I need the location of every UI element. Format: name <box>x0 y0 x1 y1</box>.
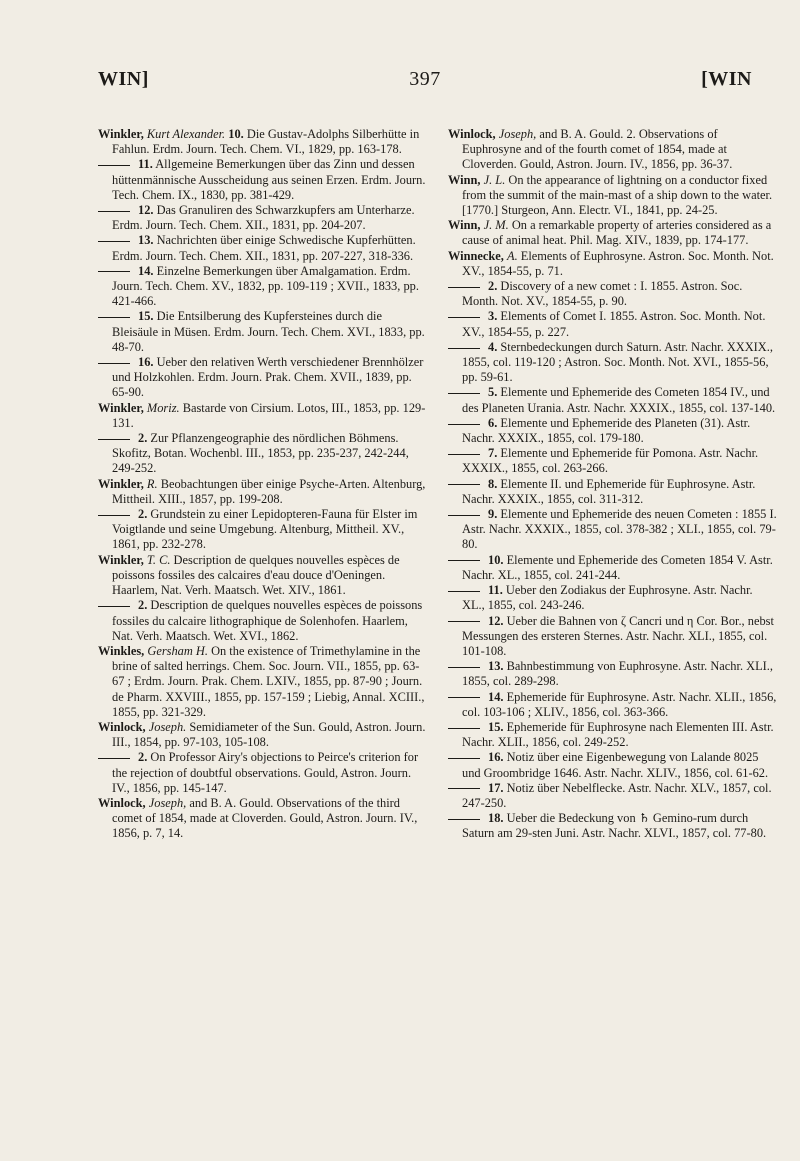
author-surname: Winkler, <box>98 476 144 491</box>
author-given: Moriz. <box>146 400 180 415</box>
ditto-dash <box>448 697 480 698</box>
author-surname: Winkler, <box>98 552 144 567</box>
entry-text: Zur Pflanzengeographie des nördlichen Böhmens. Skofitz, Botan. Wochenbl. III., 1853, pp. 235-237, 242-244, 249-252. <box>112 431 409 476</box>
bib-entry-sub <box>462 507 778 553</box>
ditto-dash <box>98 317 130 318</box>
entry-number: 13. <box>488 659 504 674</box>
author-surname: Winkler, <box>98 127 144 141</box>
entry-text: Notiz über Nebelflecke. Astr. Nachr. XLV., 1857, col. 247-250. <box>462 780 772 810</box>
entry-text: Discovery of a new comet : I. 1855. Astron. Soc. Month. Not. XV., 1854-55, p. 90. <box>462 279 743 309</box>
author-surname: Winkles, <box>98 643 145 658</box>
entry-text: Die Gustav-Adolphs Silberhütte in Fahlun. Erdm. Journ. Tech. Chem. VI., 1829, pp. 163-178. <box>112 127 420 157</box>
entry-text: Bastarde von Cirsium. Lotos, III., 1853, pp. 129-131. <box>112 400 426 430</box>
bib-entry-sub <box>112 431 428 477</box>
entry-number: 16. <box>488 750 504 765</box>
author-given: R. <box>146 476 158 491</box>
bib-entry <box>98 795 428 842</box>
bib-entry-sub <box>112 264 428 310</box>
bib-entry-sub <box>112 355 428 401</box>
ditto-dash <box>448 317 480 318</box>
entry-text: Description de quelques nouvelles espèces de poissons fossiles des calcaires d'eau douce d'Oeningen. Haarlem, Nat. Verh. Maatsch. Wet. XIV., 1861. <box>112 552 400 598</box>
entry-text: and B. A. Gould. 2. Observations of Euphrosyne and of the fourth comet of 1854, made at Cloverden. Gould, Astron. Journ. IV., 1856, pp. 36-37. <box>462 127 733 172</box>
running-head-left: WIN] <box>98 68 149 90</box>
ditto-dash <box>98 271 130 272</box>
entry-text: Ueber den Zodiakus der Euphrosyne. Astr. Nachr. XL., 1855, col. 243-246. <box>462 583 753 613</box>
bib-entry-sub <box>462 720 778 750</box>
entry-number: 16. <box>138 355 154 370</box>
entry-number: 14. <box>488 689 504 704</box>
entry-number: 10. <box>228 127 244 141</box>
author-given: T. C. <box>146 552 171 567</box>
ditto-dash <box>448 287 480 288</box>
entry-text: Notiz über eine Eigenbewegung von Lalande 8025 und Groombridge 1646. Astr. Nachr. XLIV., 1856, col. 61-62. <box>462 750 769 780</box>
bib-entry-sub <box>112 233 428 263</box>
entry-number: 18. <box>488 811 504 826</box>
bib-entry-sub <box>462 385 778 415</box>
bib-entry-sub <box>112 507 428 553</box>
bib-entry <box>448 218 778 248</box>
ditto-dash <box>448 484 480 485</box>
entry-number: 11. <box>488 583 503 598</box>
entry-text: Elemente und Ephemeride des neuen Cometen : 1855 I. Astr. Nachr. XXXIX., 1855, col. 378-382 ; XLI., 1855, col. 79-80. <box>462 507 777 552</box>
entry-text: Ueber die Bedeckung von ♄ Gemino-rum durch Saturn am 29-sten Juni. Astr. Nachr. XLVI., 1857, col. 77-80. <box>462 811 767 841</box>
entry-number: 10. <box>488 552 504 567</box>
entry-text: Ephemeride für Euphrosyne. Astr. Nachr. XLII., 1856, col. 103-106 ; XLIV., 1856, col. 363-366. <box>462 689 777 719</box>
entry-text: Das Granuliren des Schwarzkupfers am Unterharze. Erdm. Journ. Tech. Chem. XII., 1831, pp. 204-207. <box>112 203 415 233</box>
ditto-dash <box>448 591 480 592</box>
author-surname: Winn, <box>448 218 481 233</box>
author-surname: Winlock, <box>448 127 496 141</box>
ditto-dash <box>448 728 480 729</box>
bib-entry-sub <box>462 811 778 841</box>
author-given: Kurt Alexander. <box>146 127 226 141</box>
entry-number: 3. <box>488 309 498 324</box>
entry-text: Nachrichten über einige Schwedische Kupferhütten. Erdm. Journ. Tech. Chem. XII., 1831, pp. 207-227, 318-336. <box>112 233 416 263</box>
ditto-dash <box>98 363 130 364</box>
entry-text: Die Entsilberung des Kupfersteines durch die Bleisäule in Müsen. Erdm. Journ. Tech. Chem. XVI., 1833, pp. 48-70. <box>112 309 425 354</box>
entry-text: Semidiameter of the Sun. Gould, Astron. Journ. III., 1854, pp. 97-103, 105-108. <box>112 719 426 750</box>
page-header <box>98 68 752 94</box>
entry-number: 2. <box>138 431 148 446</box>
bib-entry <box>98 127 428 157</box>
ditto-dash <box>448 393 480 394</box>
entry-text: Elements of Comet I. 1855. Astron. Soc. Month. Not. XV., 1854-55, p. 227. <box>462 309 766 339</box>
bib-entry-sub <box>112 598 428 644</box>
bib-entry <box>98 552 428 599</box>
bib-entry <box>448 127 778 173</box>
bib-entry-sub <box>462 477 778 507</box>
entry-text: Description de quelques nouvelles espèces de poissons fossiles du calcaire lithographique de Solenhofen. Haarlem, Nat. Verh. Maatsch. Wet. XVI., 1862. <box>112 598 423 643</box>
author-surname: Winkler, <box>98 400 144 415</box>
entry-number: 15. <box>488 719 504 734</box>
entry-number: 4. <box>488 339 498 354</box>
bib-entry-sub <box>112 750 428 796</box>
ditto-dash <box>448 819 480 820</box>
bib-entry-sub <box>112 203 428 233</box>
ditto-dash <box>98 758 130 759</box>
author-given: Gersham H. <box>147 643 208 658</box>
page-number: 397 <box>409 68 441 90</box>
bib-entry-sub <box>462 659 778 689</box>
bib-entry-sub <box>462 279 778 309</box>
bib-entry-sub <box>112 309 428 355</box>
author-surname: Winlock, <box>98 795 146 810</box>
bib-entry-sub <box>462 340 778 386</box>
author-given: Joseph. <box>148 719 187 734</box>
ditto-dash <box>98 606 130 607</box>
entry-number: 2. <box>138 598 148 613</box>
entry-number: 12. <box>138 203 154 218</box>
entry-number: 13. <box>138 233 154 248</box>
entry-text: On the appearance of lightning on a conductor fixed from the summit of the main-mast of a ship down to the water. [1770.] Sturgeon, Ann. Electr. VI., 1841, pp. 24-25. <box>462 172 773 218</box>
right-column <box>448 127 778 842</box>
entry-number: 2. <box>138 507 148 522</box>
entry-number: 15. <box>138 309 154 324</box>
running-head-right: [WIN <box>701 68 752 90</box>
bib-entry <box>98 643 428 720</box>
entry-number: 6. <box>488 415 498 430</box>
entry-text: On Professor Airy's objections to Peirce's criterion for the rejection of doubtful observations. Gould, Astron. Journ. IV., 1856, pp. 145-147. <box>112 750 419 795</box>
entry-number: 5. <box>488 385 498 400</box>
bib-entry-sub <box>462 750 778 780</box>
entry-text: Grundstein zu einer Lepidopteren-Fauna für Elster im Voigtlande und seine Umgebung. Altenburg, Mittheil. XV., 1861, pp. 232-278. <box>112 507 418 552</box>
bib-entry-sub <box>462 614 778 660</box>
entry-text: and B. A. Gould. Observations of the third comet of 1854, made at Cloverden. Gould, Astron. Journ. IV., 1856, p. 7, 14. <box>112 795 418 841</box>
ditto-dash <box>448 758 480 759</box>
entry-number: 8. <box>488 476 498 491</box>
bib-entry <box>98 476 428 507</box>
ditto-dash <box>448 621 480 622</box>
bib-entry-sub <box>462 690 778 720</box>
entry-number: 2. <box>138 750 148 765</box>
author-given: A. <box>507 248 518 263</box>
bib-entry-sub <box>462 416 778 446</box>
entry-number: 2. <box>488 279 498 294</box>
bib-entry <box>448 172 778 219</box>
entry-number: 12. <box>488 613 504 628</box>
entry-text: Ueber die Bahnen von ζ Cancri und η Cor. Bor., nebst Messungen des ersteren Sternes. Astr. Nachr. XLI., 1855, col. 101-108. <box>462 613 774 658</box>
entry-text: Ephemeride für Euphrosyne nach Elementen III. Astr. Nachr. XLII., 1856, col. 249-252. <box>462 719 774 750</box>
entry-text: Elemente und Ephemeride des Cometen 1854 IV., und des Planeten Urania. Astr. Nachr. XXXIX., 1855, col. 137-140. <box>462 385 776 415</box>
bib-entry-sub <box>462 309 778 339</box>
author-surname: Winn, <box>448 172 481 187</box>
entry-text: Beobachtungen über einige Psyche-Arten. Altenburg, Mittheil. XIII., 1857, pp. 199-208. <box>112 476 426 506</box>
ditto-dash <box>98 165 130 166</box>
bib-entry <box>448 248 778 279</box>
entry-number: 17. <box>488 780 504 795</box>
author-given: Joseph, <box>148 795 187 810</box>
author-given: J. M. <box>483 218 509 233</box>
entry-text: Elements of Euphrosyne. Astron. Soc. Month. Not. XV., 1854-55, p. 71. <box>462 248 774 278</box>
ditto-dash <box>98 515 130 516</box>
bib-entry-sub <box>462 781 778 811</box>
entry-text: Elemente II. und Ephemeride für Euphrosyne. Astr. Nachr. XXXIX., 1855, col. 311-312. <box>462 476 756 506</box>
entry-text: On the existence of Trimethylamine in the brine of salted herrings. Chem. Soc. Journ. VII., 1855, pp. 63-67 ; Erdm. Journ. Prak. Chem. LXIV., 1855, pp. 87-90 ; Journ. de Pharm. XXVIII., 1855, pp. 157-159 ; Liebig, Annal. XCIII., 1855, pp. 321-329. <box>112 643 425 719</box>
entry-number: 9. <box>488 507 498 522</box>
author-given: Joseph, <box>498 127 537 141</box>
ditto-dash <box>98 211 130 212</box>
ditto-dash <box>448 348 480 349</box>
ditto-dash <box>448 667 480 668</box>
author-given: J. L. <box>483 172 506 187</box>
entry-text: On a remarkable property of arteries considered as a cause of animal heat. Phil. Mag. XIV., 1839, pp. 174-177. <box>462 218 772 248</box>
ditto-dash <box>448 560 480 561</box>
bib-entry-sub <box>462 446 778 476</box>
bib-entry-sub <box>462 583 778 613</box>
ditto-dash <box>448 424 480 425</box>
author-surname: Winnecke, <box>448 248 504 263</box>
author-surname: Winlock, <box>98 719 146 734</box>
entry-text: Ueber den relativen Werth verschiedener Brennhölzer und Holzkohlen. Erdm. Journ. Prak. Chem. XVII., 1839, pp. 65-90. <box>112 355 424 400</box>
bib-entry <box>98 719 428 750</box>
entry-text: Allgemeine Bemerkungen über das Zinn und dessen hüttenmännische Ausscheidung aus seinen Erzen. Erdm. Journ. Tech. Chem. IX., 1830, pp. 381-429. <box>112 157 426 202</box>
ditto-dash <box>98 241 130 242</box>
entry-number: 14. <box>138 263 154 278</box>
entry-number: 7. <box>488 446 498 461</box>
entry-text: Bahnbestimmung von Euphrosyne. Astr. Nachr. XLI., 1855, col. 289-298. <box>462 659 773 689</box>
ditto-dash <box>98 439 130 440</box>
left-column <box>98 127 428 842</box>
ditto-dash <box>448 788 480 789</box>
bib-entry-sub <box>112 157 428 203</box>
ditto-dash <box>448 454 480 455</box>
entry-number: 11. <box>138 157 153 172</box>
entry-text: Einzelne Bemerkungen über Amalgamation. Erdm. Journ. Tech. Chem. XV., 1832, pp. 109-119 ; XVII., 1833, pp. 421-466. <box>112 263 419 309</box>
bib-entry <box>98 400 428 431</box>
entry-text: Sternbedeckungen durch Saturn. Astr. Nachr. XXXIX., 1855, col. 119-120 ; Astron. Soc. Month. Not. XVI., 1855-56, pp. 59-61. <box>462 339 773 385</box>
entry-text: Elemente und Ephemeride des Cometen 1854 V. Astr. Nachr. XL., 1855, col. 241-244. <box>462 552 773 582</box>
ditto-dash <box>448 515 480 516</box>
entry-text: Elemente und Ephemeride für Pomona. Astr. Nachr. XXXIX., 1855, col. 263-266. <box>462 446 759 476</box>
bib-entry-sub <box>462 553 778 583</box>
entry-text: Elemente und Ephemeride des Planeten (31). Astr. Nachr. XXXIX., 1855, col. 179-180. <box>462 415 751 446</box>
